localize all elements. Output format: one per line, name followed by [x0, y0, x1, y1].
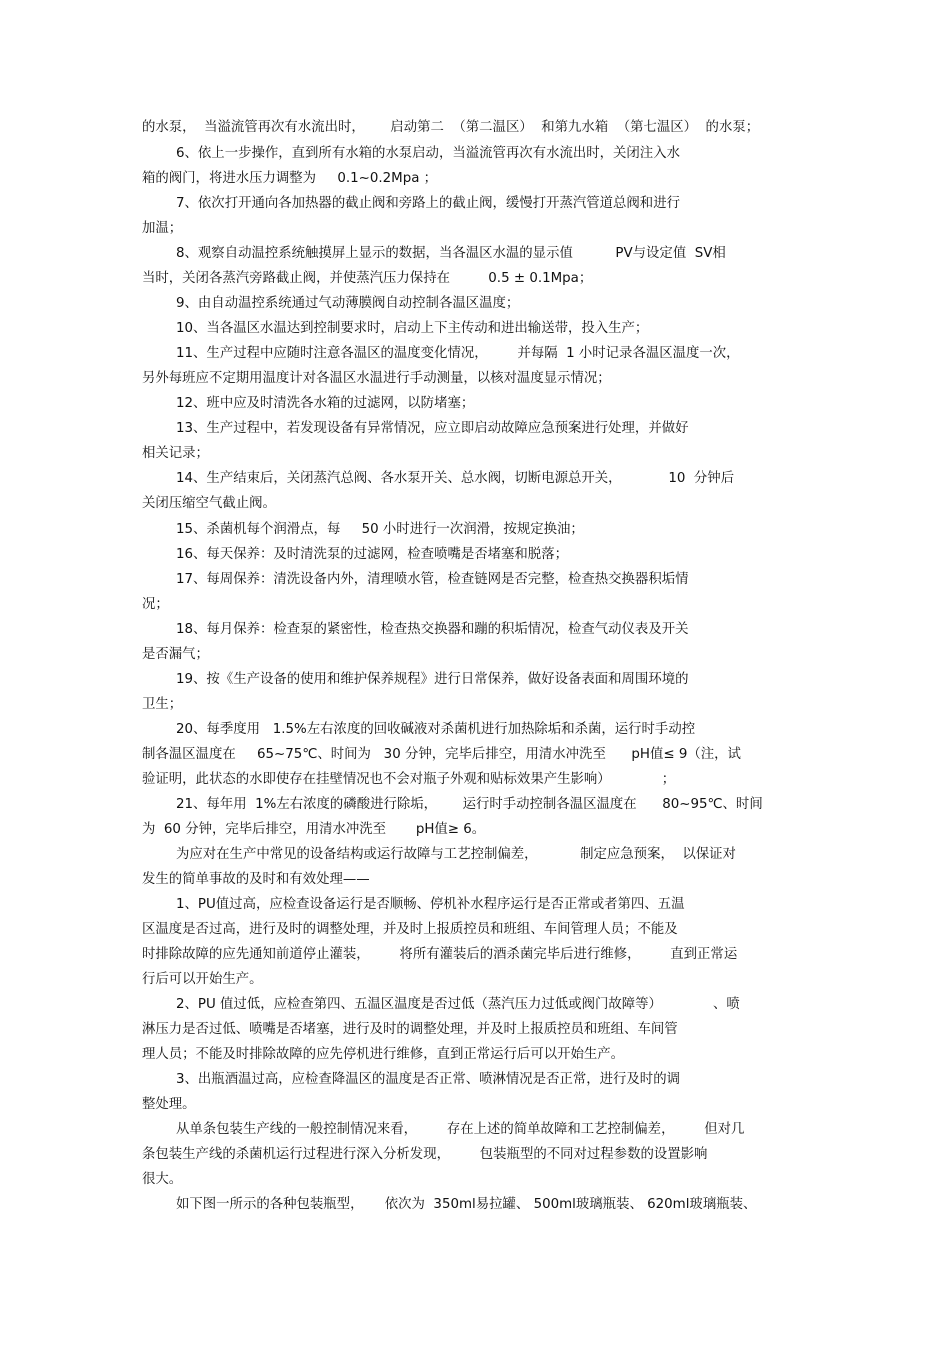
text-line: 21、每年用 1%左右浓度的磷酸进行除垢， 运行时手动控制各温区温度在 80~95℃、时间	[176, 797, 763, 812]
text-line: 发生的简单事故的及时和有效处理——	[142, 872, 370, 887]
text-line: 制各温区温度在 65~75℃、时间为 30 分钟，完毕后排空，用清水冲洗至 pH值≤ 9（注，试	[142, 747, 741, 762]
text-line: 18、每月保养：检查泵的紧密性，检查热交换器和蹦的积垢情况，检查气动仪表及开关	[176, 622, 689, 637]
text-line: 如下图一所示的各种包装瓶型， 依次为 350ml易拉罐、 500ml玻璃瓶装、 620ml玻璃瓶装、	[176, 1197, 757, 1212]
text-line: 1、PU值过高，应检查设备运行是否顺畅、停机补水程序运行是否正常或者第四、五温	[176, 897, 685, 912]
text-line: 淋压力是否过低、喷嘴是否堵塞，进行及时的调整处理，并及时上报质控员和班组、车间管	[142, 1022, 678, 1037]
text-line: 11、生产过程中应随时注意各温区的温度变化情况， 并每隔 1 小时记录各温区温度一次，	[176, 346, 740, 361]
text-line: 况；	[142, 597, 169, 612]
text-line: 当时，关闭各蒸汽旁路截止阀，并使蒸汽压力保持在 0.5 ± 0.1Mpa；	[142, 271, 593, 286]
text-line: 17、每周保养：清洗设备内外，清理喷水管，检查链网是否完整，检查热交换器积垢情	[176, 572, 689, 587]
text-line: 验证明，此状态的水即使存在挂壁情况也不会对瓶子外观和贴标效果产生影响） ；	[142, 772, 676, 787]
text-line: 2、PU 值过低，应检查第四、五温区温度是否过低（蒸汽压力过低或阀门故障等） 、喷	[176, 997, 740, 1012]
text-line: 关闭压缩空气截止阀。	[142, 496, 276, 511]
text-line: 20、每季度用 1.5%左右浓度的回收碱液对杀菌机进行加热除垢和杀菌，运行时手动控	[176, 722, 696, 737]
text-line: 箱的阀门，将进水压力调整为 0.1~0.2Mpa ；	[142, 171, 438, 186]
text-line: 16、每天保养：及时清洗泵的过滤网，检查喷嘴是否堵塞和脱落；	[176, 547, 568, 562]
text-line: 条包装生产线的杀菌机运行过程进行深入分析发现， 包装瓶型的不同对过程参数的设置影响	[142, 1147, 708, 1162]
text-line: 13、生产过程中，若发现设备有异常情况，应立即启动故障应急预案进行处理，并做好	[176, 421, 689, 436]
text-line: 理人员；不能及时排除故障的应先停机进行维修，直到正常运行后可以开始生产。	[142, 1047, 625, 1062]
text-line: 8、观察自动温控系统触摸屏上显示的数据，当各温区水温的显示值 PV与设定值 SV相	[176, 246, 726, 261]
text-line: 很大。	[142, 1172, 183, 1187]
text-line: 为 60 分钟，完毕后排空，用清水冲洗至 pH值≥ 6。	[142, 822, 486, 837]
text-line: 加温；	[142, 221, 183, 236]
text-line: 相关记录；	[142, 446, 209, 461]
text-line: 14、生产结束后，关闭蒸汽总阀、各水泵开关、总水阀，切断电源总开关， 10 分钟后	[176, 471, 735, 486]
text-line: 是否漏气；	[142, 647, 209, 662]
text-line: 3、出瓶酒温过高，应检查降温区的温度是否正常、喷淋情况是否正常，进行及时的调	[176, 1072, 680, 1087]
text-line: 9、由自动温控系统通过气动薄膜阀自动控制各温区温度；	[176, 296, 520, 311]
text-line: 区温度是否过高，进行及时的调整处理，并及时上报质控员和班组、车间管理人员；不能及	[142, 922, 678, 937]
text-line: 的水泵， 当溢流管再次有水流出时， 启动第二 （第二温区） 和第九水箱 （第七温区） 的水泵；	[142, 120, 760, 135]
text-line: 时排除故障的应先通知前道停止灌装， 将所有灌装后的酒杀菌完毕后进行维修， 直到正常运	[142, 947, 738, 962]
text-line: 10、当各温区水温达到控制要求时，启动上下主传动和进出输送带，投入生产；	[176, 321, 649, 336]
text-line: 另外每班应不定期用温度计对各温区水温进行手动测量，以核对温度显示情况；	[142, 371, 611, 386]
text-line: 行后可以开始生产。	[142, 972, 263, 987]
text-line: 19、按《生产设备的使用和维护保养规程》进行日常保养，做好设备表面和周围环境的	[176, 672, 689, 687]
text-line: 15、杀菌机每个润滑点，每 50 小时进行一次润滑，按规定换油；	[176, 522, 584, 537]
text-line: 卫生；	[142, 697, 183, 712]
text-line: 7、依次打开通向各加热器的截止阀和旁路上的截止阀，缓慢打开蒸汽管道总阀和进行	[176, 196, 680, 211]
text-line: 整处理。	[142, 1097, 196, 1112]
text-line: 12、班中应及时清洗各水箱的过滤网，以防堵塞；	[176, 396, 475, 411]
text-line: 为应对在生产中常见的设备结构或运行故障与工艺控制偏差， 制定应急预案， 以保证对	[176, 847, 736, 862]
text-line: 6、依上一步操作，直到所有水箱的水泵启动，当溢流管再次有水流出时，关闭注入水	[176, 146, 680, 161]
text-line: 从单条包装生产线的一般控制情况来看， 存在上述的简单故障和工艺控制偏差， 但对几	[176, 1122, 745, 1137]
